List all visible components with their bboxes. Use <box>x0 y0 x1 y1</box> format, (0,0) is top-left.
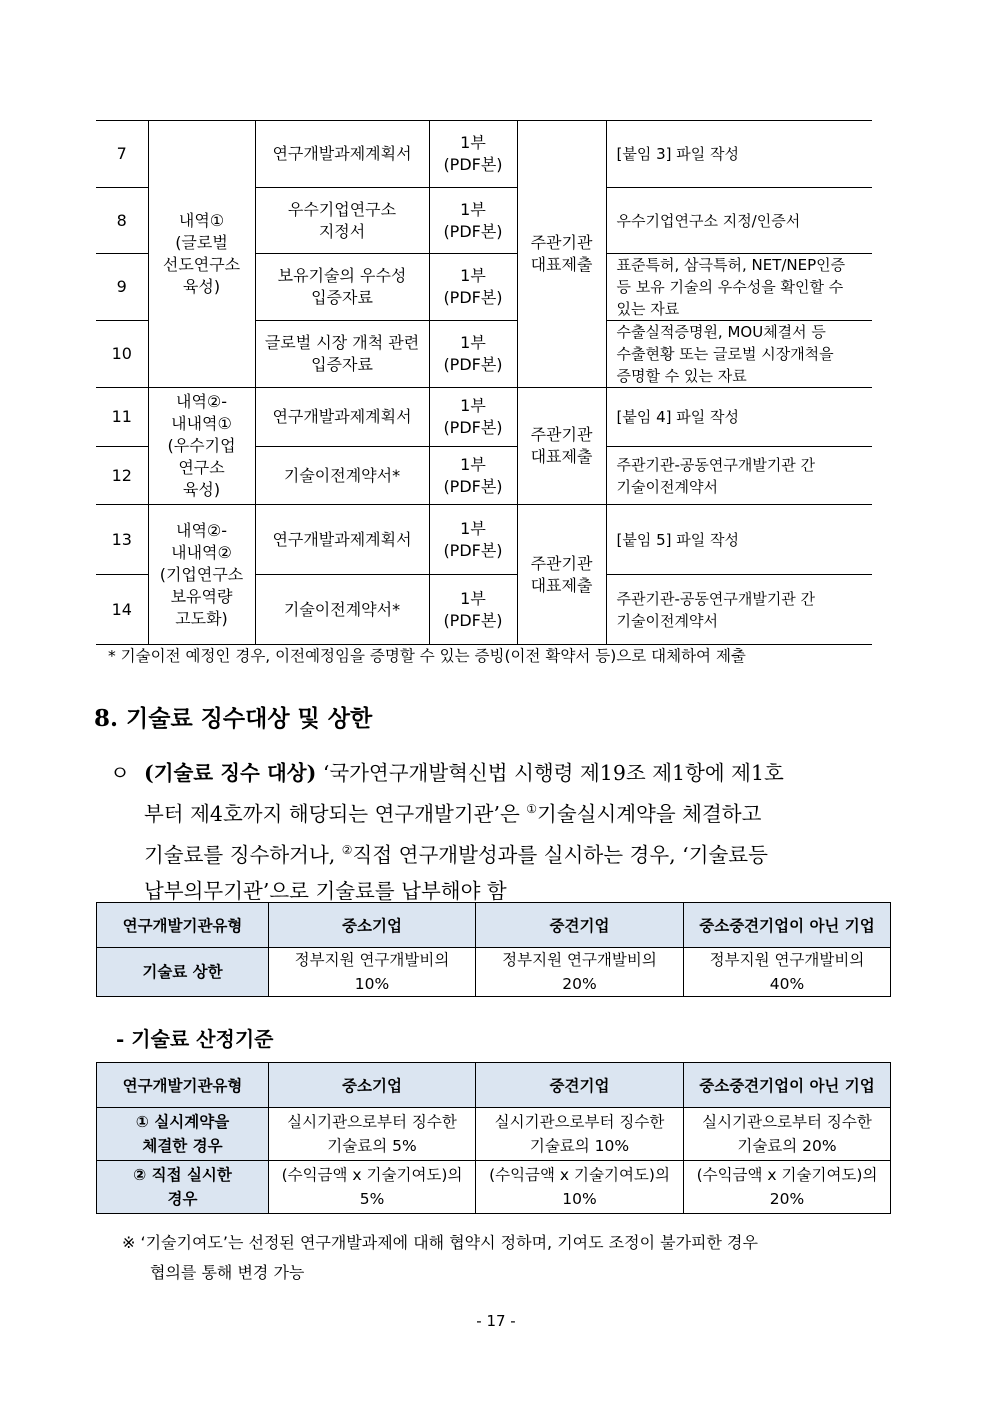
document-note: [붙임 3] 파일 작성 <box>606 121 872 188</box>
bullet-icon: ㅇ <box>110 761 130 785</box>
table-cell: 정부지원 연구개발비의 10% <box>269 948 476 997</box>
column-header: 중견기업 <box>476 1063 684 1108</box>
column-header: 중견기업 <box>476 903 684 948</box>
table-header-row <box>97 1063 891 1108</box>
document-note: 우수기업연구소 지정/인증서 <box>606 188 872 254</box>
document-note: 표준특허, 삼극특허, NET/NEP인증 등 보유 기술의 우수성을 확인할 수 있는 자료 <box>606 254 872 321</box>
table-cell: (수익금액 x 기술기여도)의 20% <box>684 1161 891 1214</box>
row-number: 12 <box>96 447 148 505</box>
table-cell: 실시기관으로부터 징수한 기술료의 20% <box>684 1108 891 1161</box>
paragraph-line-3: 기술료를 징수하거나, ②직접 연구개발성과를 실시하는 경우, ‘기술료등 <box>144 842 768 867</box>
table-cell: 실시기관으로부터 징수한 기술료의 10% <box>476 1108 684 1161</box>
table-cell: (수익금액 x 기술기여도)의 10% <box>476 1161 684 1214</box>
paragraph-line-2: 부터 제4호까지 해당되는 연구개발기관’은 ①기술실시계약을 체결하고 <box>144 801 762 826</box>
document-note: 주관기관-공동연구개발기관 간 기술이전계약서 <box>606 575 872 645</box>
submitter: 주관기관 대표제출 <box>517 505 606 645</box>
document-quantity: 1부 (PDF본) <box>429 505 517 575</box>
document-name: 보유기술의 우수성 입증자료 <box>255 254 429 321</box>
table-row <box>97 948 891 997</box>
document-name: 연구개발과제계획서 <box>255 121 429 188</box>
document-note: 주관기관-공동연구개발기관 간 기술이전계약서 <box>606 447 872 505</box>
column-header: 중소중견기업이 아닌 기업 <box>684 903 891 948</box>
document-quantity: 1부 (PDF본) <box>429 575 517 645</box>
paragraph-line-1: ㅇ (기술료 징수 대상) ‘국가연구개발혁신법 시행령 제19조 제1항에 제1호 <box>110 755 910 791</box>
table-cell: 정부지원 연구개발비의 40% <box>684 948 891 997</box>
table-row <box>96 121 872 188</box>
paragraph-line-4: 납부의무기관’으로 기술료를 납부해야 함 <box>144 878 507 903</box>
document-note: [붙임 5] 파일 작성 <box>606 505 872 575</box>
remark-line-1: ※ ‘기술기여도’는 선정된 연구개발과제에 대해 협약시 정하며, 기여도 조정이 불가피한 경우 <box>122 1233 758 1252</box>
group-label: 내역②- 내내역② (기업연구소 보유역량 고도화) <box>148 505 255 645</box>
royalty-target-paragraph <box>110 755 910 909</box>
table-footnote: * 기술이전 예정인 경우, 이전예정임을 증명할 수 있는 증빙(이전 확약서 등)으로 대체하여 제출 <box>108 647 746 665</box>
document-name: 연구개발과제계획서 <box>255 505 429 575</box>
document-list-table <box>96 120 872 645</box>
table-row <box>96 505 872 575</box>
row-header: ② 직접 실시한 경우 <box>97 1161 269 1214</box>
row-header: 기술료 상한 <box>97 948 269 997</box>
document-note: 수출실적증명원, MOU체결서 등 수출현황 또는 글로벌 시장개척을 증명할 수 있는 자료 <box>606 321 872 388</box>
group-label: 내역① (글로벌 선도연구소 육성) <box>148 121 255 388</box>
row-number: 9 <box>96 254 148 321</box>
column-header: 중소기업 <box>269 903 476 948</box>
column-header: 중소기업 <box>269 1063 476 1108</box>
column-header: 연구개발기관유형 <box>97 1063 269 1108</box>
document-name: 연구개발과제계획서 <box>255 388 429 447</box>
document-note: [붙임 4] 파일 작성 <box>606 388 872 447</box>
column-header: 연구개발기관유형 <box>97 903 269 948</box>
row-number: 11 <box>96 388 148 447</box>
row-number: 7 <box>96 121 148 188</box>
page-number: - 17 - <box>476 1312 516 1330</box>
column-header: 중소중견기업이 아닌 기업 <box>684 1063 891 1108</box>
table-row <box>97 1108 891 1161</box>
remark-note <box>122 1228 902 1288</box>
table-cell: (수익금액 x 기술기여도)의 5% <box>269 1161 476 1214</box>
document-quantity: 1부 (PDF본) <box>429 388 517 447</box>
document-quantity: 1부 (PDF본) <box>429 321 517 388</box>
row-number: 10 <box>96 321 148 388</box>
row-number: 8 <box>96 188 148 254</box>
document-name: 기술이전계약서* <box>255 575 429 645</box>
submitter: 주관기관 대표제출 <box>517 121 606 388</box>
document-quantity: 1부 (PDF본) <box>429 121 517 188</box>
group-label: 내역②- 내내역① (우수기업 연구소 육성) <box>148 388 255 505</box>
row-header: ① 실시계약을 체결한 경우 <box>97 1108 269 1161</box>
subheading: - 기술료 산정기준 <box>116 1027 274 1051</box>
document-name: 글로벌 시장 개척 관련 입증자료 <box>255 321 429 388</box>
document-name: 우수기업연구소 지정서 <box>255 188 429 254</box>
document-quantity: 1부 (PDF본) <box>429 447 517 505</box>
document-name: 기술이전계약서* <box>255 447 429 505</box>
table-row <box>96 388 872 447</box>
royalty-basis-table <box>96 1062 891 1214</box>
table-cell: 정부지원 연구개발비의 20% <box>476 948 684 997</box>
table-row <box>97 1161 891 1214</box>
table-cell: 실시기관으로부터 징수한 기술료의 5% <box>269 1108 476 1161</box>
document-quantity: 1부 (PDF본) <box>429 254 517 321</box>
document-quantity: 1부 (PDF본) <box>429 188 517 254</box>
remark-line-2: 협의를 통해 변경 가능 <box>150 1263 305 1282</box>
row-number: 14 <box>96 575 148 645</box>
row-number: 13 <box>96 505 148 575</box>
royalty-cap-table <box>96 902 891 997</box>
table-header-row <box>97 903 891 948</box>
section-title: 8. 기술료 징수대상 및 상한 <box>94 705 373 732</box>
submitter: 주관기관 대표제출 <box>517 388 606 505</box>
